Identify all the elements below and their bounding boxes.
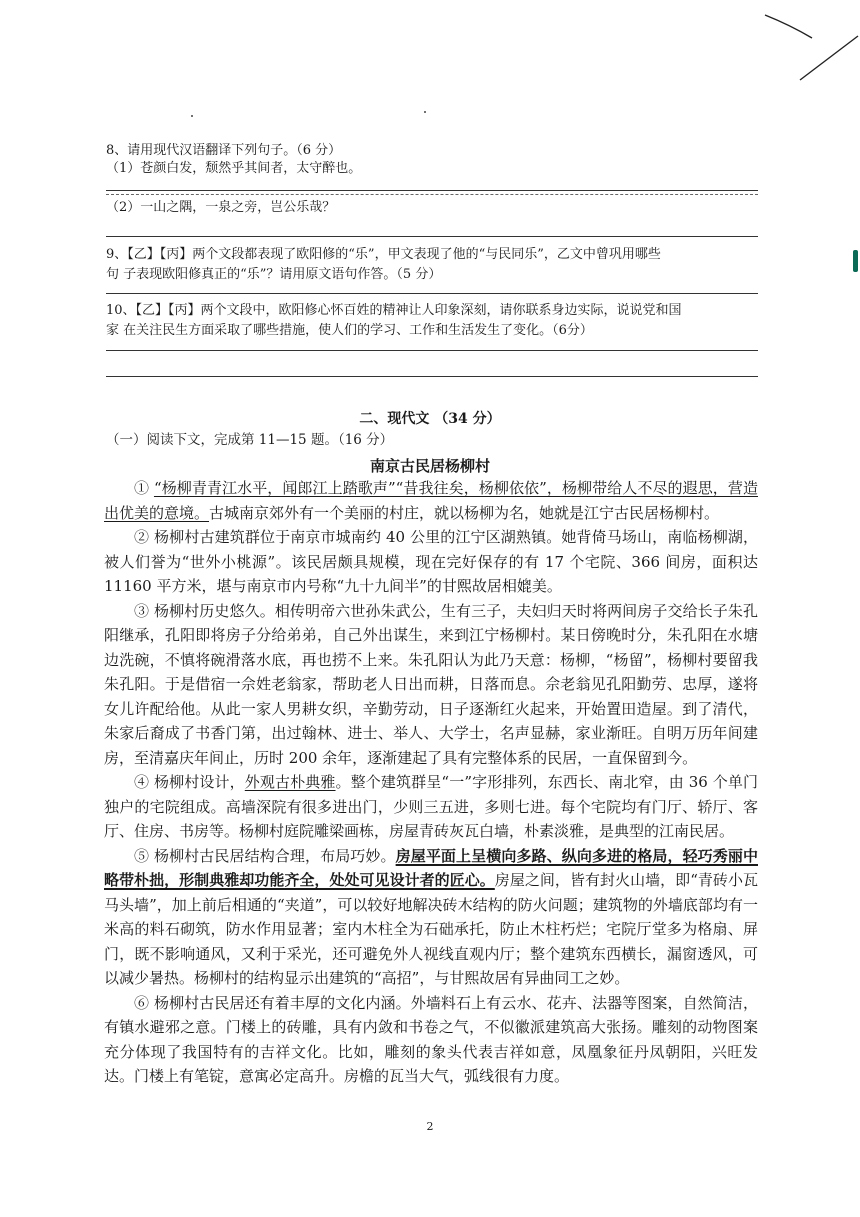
paragraph-6: ⑥ 杨柳村古民居还有着丰厚的文化内涵。外墙料石上有云水、花卉、法器等图案，自然简洁，有镇水避邪之意。门楼上的砖雕，具有内敛和书卷之气，不似徽派建筑高大张扬。雕刻的动物图案充分体现了我国特有的吉祥文化。比如，雕刻的象头代表吉祥如意，凤凰象征丹凤朝阳，兴旺发达。门楼上有笔锭，意寓必定高升。房檐的瓦当大气，弧线很有力度。 [104, 993, 758, 1085]
scan-edge-mark [853, 250, 858, 272]
page-number: 2 [426, 1120, 434, 1133]
paragraph-text: 古城南京郊外有一个美丽的村庄，就以杨柳为名，她就是江宁古民居杨柳村。 [209, 503, 720, 522]
question-9-line-2: 句 子表现欧阳修真正的“乐”？请用原文语句作答。（5 分） [106, 267, 442, 282]
paragraph-text: 房屋之间，皆有封火山墙，即“青砖小瓦马头墙”，加上前后相通的“夹道”，可以较好地解决砖木结构的防火问题；建筑物的外墙底部均有一米高的料石砌筑，防水作用显著；室内木柱全为石础承托，防止木柱朽烂；宅院厅堂多为格扇、屏门，既不影响通风，又利于采光，还可避免外人视线直观内厅；整个建筑东西横长，漏窗透风，可以减少暑热。杨柳村的结构显示出建筑的“高招”，与甘熙故居有异曲同工之妙。 [104, 871, 758, 987]
answer-line [106, 194, 758, 195]
answer-line [106, 236, 758, 237]
paragraph-5 [104, 844, 758, 991]
article-title: 南京古民居杨柳村 [369, 457, 490, 475]
answer-line [106, 293, 758, 294]
article-body [104, 476, 758, 1089]
answer-line [106, 190, 758, 191]
question-10-line-1: 10、【乙】【丙】两个文段中，欧阳修心怀百姓的精神让人印象深刻，请你联系身边实际，说说党和国 [106, 303, 682, 318]
paragraph-4 [104, 770, 758, 844]
question-9-line-1: 9、【乙】【丙】两个文段都表现了欧阳修的“乐”，甲文表现了他的“与民同乐”，乙文中曾巩用哪些 [106, 247, 661, 262]
answer-line [106, 350, 758, 351]
underlined-bold-sentence: 房屋平面上呈横向多路、纵向多进的格局，轻巧秀丽中略带朴拙，形制典雅却功能齐全，处处可见设计者的匠心。 [104, 846, 758, 889]
question-8-sentence-1: （1）苍颜白发，颓然乎其间者，太守醉也。 [106, 161, 362, 176]
paragraph-number: ① [134, 479, 150, 497]
paragraph-2: ② 杨柳村古建筑群位于南京市城南约 40 公里的江宁区湖熟镇。她背倚马场山，南临杨柳湖，被人们誉为“世外小桃源”。该民居颇具规模，现在完好保存的有 17 个宅院、366 间房，面积达 11160 平方米，堪与南京市内号称“九十九间半”的甘熙故居相媲美。 [104, 528, 758, 595]
paragraph-1 [104, 476, 758, 525]
underlined-phrase: 外观古朴典雅 [244, 773, 336, 791]
answer-line [106, 376, 758, 377]
question-10-line-2: 家 在关注民生方面采取了哪些措施，使人们的学习、工作和生活发生了变化。（6分） [106, 323, 593, 338]
paragraph-text: 。整个建筑群呈“一”字形排列，东西长、南北窄，由 36 个单门独户的宅院组成。高墙深院有很多进出门，少则三五进，多则七进。每个宅院均有门厅、轿厅、客厅、住房、书房等。杨柳村庭院雕梁画栋，房屋青砖灰瓦白墙，朴素淡雅，是典型的江南民居。 [104, 773, 758, 840]
section-title: 二、现代文 （34 分） [359, 411, 501, 427]
paragraph-text: ⑤ 杨柳村古民居结构合理，布局巧妙。 [134, 846, 396, 865]
scan-mark-top-right [0, 0, 860, 120]
question-8-stem: 8、请用现代汉语翻译下列句子。（6 分） [106, 143, 342, 158]
question-8-sentence-2: （2）一山之隅，一泉之旁，岂公乐哉？ [106, 200, 336, 215]
paragraph-3: ③ 杨柳村历史悠久。相传明帝六世孙朱武公，生有三子，夫妇归天时将两间房子交给长子朱孔阳继承，孔阳即将房子分给弟弟，自己外出谋生，来到江宁杨柳村。某日傍晚时分，朱孔阳在水塘边洗碗，不慎将碗滑落水底，再也捞不上来。朱孔阳认为此乃天意：杨柳，“杨留”，杨柳村要留我朱孔阳。于是借宿一佘姓老翁家，帮助老人日出而耕，日落而息。佘老翁见孔阳勤劳、忠厚，遂将女儿许配给他。从此一家人男耕女织，辛勤劳动，日子逐渐红火起来，开始置田造屋。到了清代，朱家后裔成了书香门第，出过翰林、进士、举人、大学士，名声显赫，家业渐旺。自明万历年间建房，至清嘉庆年间止，历时 200 余年，逐渐建起了具有完整体系的民居，一直保留到今。 [104, 601, 758, 767]
section-subtitle: （一）阅读下文，完成第 11—15 题。（16 分） [106, 432, 394, 448]
paragraph-text: ④ 杨柳村设计， [134, 773, 245, 791]
underlined-sentence: “杨柳青青江水平，闻郎江上踏歌声”“昔我往矣，杨柳依依”，杨柳带给人不尽的遐思，营造出优美的意境。 [104, 479, 758, 522]
